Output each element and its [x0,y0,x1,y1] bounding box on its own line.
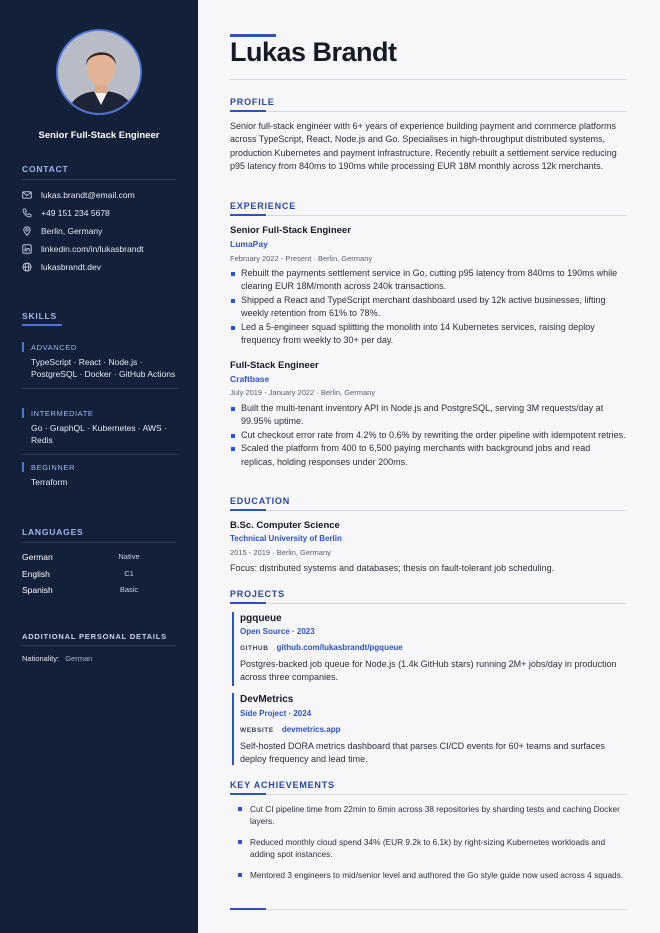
profile-summary: Senior full-stack engineer with 6+ years of experience building payment and commerce platforms across TypeScript, React, Node.js and Go. Specialises in high-throughput distributed systems, production Kubernetes and payment infrastructure. Recently rebuilt a settlement service reducing p95 latency from 840ms to 190ms while processing EUR 18M monthly across 12k merchants. [230,121,617,171]
skill-level-label: INTERMEDIATE [22,409,178,418]
project-1-url[interactable]: github.com/lukasbrandt/pgqueue [276,643,403,652]
project-2-subtitle: Side Project · 2024 [240,709,312,718]
list-item: Rebuilt the payments settlement service in Go, cutting p95 latency from 840ms to 190ms while clearing EUR 18M/month across 240k transactions. [230,267,626,294]
experience-accent [230,214,266,216]
contact-email-text: lukas.brandt@email.com [41,190,135,200]
experience-divider [230,215,626,216]
linkedin-icon [22,244,32,254]
skill-list: TypeScript · React · Node.js · PostgreSQL · Docker · GitHub Actions [31,357,176,379]
degree: B.Sc. Computer Science [230,520,340,531]
projects-accent [230,602,266,604]
location-icon [22,226,32,236]
name-divider [230,79,626,80]
job-1-title: Senior Full-Stack Engineer [230,225,351,236]
education-accent [230,509,266,511]
project-1-description: Postgres-backed job queue for Node.js (1.4k GitHub stars) running 2M+ jobs/day in production across three companies. [240,659,617,683]
skill-divider [22,454,178,455]
contact-location-text: Berlin, Germany [41,226,103,236]
contact-phone[interactable] [22,207,110,219]
contact-linkedin-text: linkedin.com/in/lukasbrandt [41,244,144,254]
skill-group-advanced [22,343,178,389]
globe-icon [22,262,32,272]
project-2-url[interactable]: devmetrics.app [281,725,341,734]
job-1-company: LumaPay [230,239,268,249]
additional-heading: ADDITIONAL PERSONAL DETAILS [22,632,167,641]
link-label: WEBSITE [240,727,274,734]
language-row [22,585,152,595]
contact-divider [22,179,176,180]
nationality-row [22,654,92,663]
job-1-bullets [230,267,626,348]
project-2-link[interactable] [240,725,341,734]
experience-heading: EXPERIENCE [230,201,297,211]
portrait-image [58,31,142,115]
contact-linkedin[interactable] [22,243,144,255]
language-name: German [22,552,53,562]
project-accent-bar [232,612,234,686]
skill-list: Terraform [31,477,68,487]
job-2-company: Craftbase [230,374,270,384]
additional-divider [22,645,176,646]
education-heading: EDUCATION [230,496,291,506]
language-name: English [22,569,50,579]
sidebar [0,0,198,933]
achievement-item: Mentored 3 engineers to mid/senior level and authored the Go style guide now used across 4 squads. [238,869,626,881]
language-row [22,569,152,579]
project-2-description: Self-hosted DORA metrics dashboard that parses CI/CD events for 60+ teams and surfaces deploy frequency and lead time. [240,741,605,765]
project-1-name: pgqueue [240,613,282,624]
mail-icon [22,190,32,200]
profile-heading: PROFILE [230,97,275,107]
skill-group-beginner [22,463,178,488]
achievements-heading: KEY ACHIEVEMENTS [230,780,335,790]
language-level: Basic [119,585,139,594]
list-item: Led a 5-engineer squad splitting the monolith into 14 Kubernetes services, raising deploy frequency from weekly to 30+ per day. [230,321,626,348]
project-accent-bar [232,693,234,765]
footer-accent [230,908,266,910]
contact-phone-text: +49 151 234 5678 [41,208,110,218]
skill-list: Go · GraphQL · Kubernetes · AWS · Redis [31,423,167,445]
languages-divider [22,542,176,543]
job-2-bullets [230,402,626,469]
list-item: Cut checkout error rate from 4.2% to 0.6% by rewriting the order pipeline with idempotent retries. [230,429,626,442]
job-title: Senior Full-Stack Engineer [38,130,160,141]
contact-website-text: lukasbrandt.dev [41,262,102,272]
skills-heading: SKILLS [22,311,58,321]
project-1-subtitle: Open Source · 2023 [240,627,315,636]
list-item: Built the multi-tenant inventory API in Node.js and PostgreSQL, serving 3M requests/day at 99.95% uptime. [230,402,626,429]
nationality-value: German [65,654,93,663]
project-1-link[interactable] [240,643,403,652]
achievements-divider [230,794,626,795]
contact-heading: CONTACT [22,164,69,174]
achievement-item: Cut CI pipeline time from 22min to 6min across 38 repositories by sharding tests and caching Docker layers. [238,803,626,827]
projects-heading: PROJECTS [230,589,285,599]
phone-icon [22,208,32,218]
language-row [22,552,152,562]
achievement-item: Reduced monthly cloud spend 34% (EUR 9.2k to 6.1k) by right-sizing Kubernetes workloads and adding spot instances. [238,836,626,860]
job-2-title: Full-Stack Engineer [230,360,319,371]
education-focus: Focus: distributed systems and databases; thesis on fault-tolerant job scheduling. [230,563,555,573]
contact-email[interactable] [22,189,135,201]
project-2-name: DevMetrics [240,694,294,705]
profile-photo [56,29,142,115]
job-1-meta: February 2022 - Present · Berlin, Germany [230,254,373,263]
language-name: Spanish [22,585,53,595]
nationality-label: Nationality: [22,654,60,663]
skill-group-intermediate [22,409,178,455]
projects-divider [230,603,626,604]
candidate-name: Lukas Brandt [230,37,397,67]
achievements-accent [230,793,266,795]
link-label: GITHUB [240,645,269,652]
education-meta: 2015 - 2019 · Berlin, Germany [230,548,331,557]
job-2-meta: July 2019 - January 2022 · Berlin, Germany [230,388,376,397]
profile-divider [230,111,626,112]
skills-accent [22,324,62,326]
footer-divider [230,909,626,910]
list-item: Shipped a React and TypeScript merchant dashboard used by 12k active businesses, lifting weekly retention from 61% to 78%. [230,294,626,321]
languages-heading: LANGUAGES [22,527,84,537]
education-divider [230,510,626,511]
list-item: Scaled the platform from 400 to 6,500 paying merchants with background jobs and read replicas, holding responses under 200ms. [230,442,626,469]
skill-divider [22,388,178,389]
skill-level-label: ADVANCED [22,343,178,352]
language-level: Native [118,552,140,561]
contact-location [22,225,102,237]
school: Technical University of Berlin [230,534,342,543]
profile-accent [230,110,266,112]
language-level: C1 [124,569,134,578]
contact-website[interactable] [22,261,101,273]
skill-level-label: BEGINNER [22,463,178,472]
